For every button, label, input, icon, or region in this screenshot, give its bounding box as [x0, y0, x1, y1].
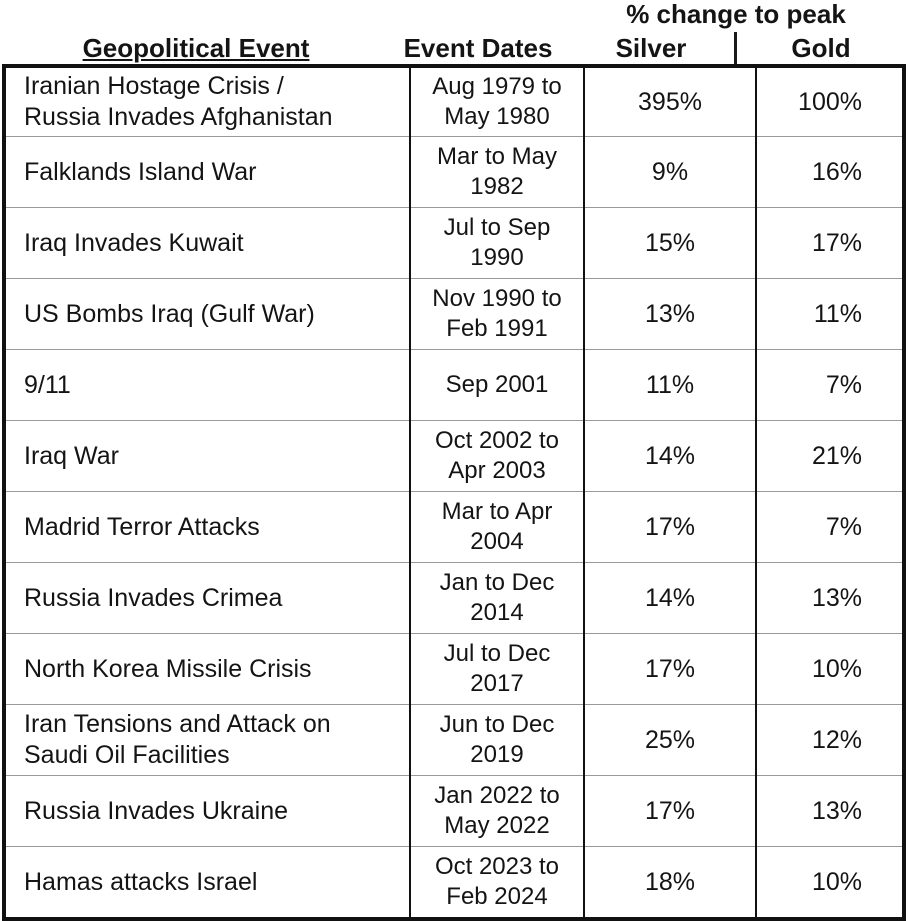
table-row [4, 847, 904, 920]
silver-change-cell: 25% [584, 705, 756, 776]
header-gold: Gold [791, 33, 851, 63]
dates-cell-line1: Jan to Dec [439, 569, 555, 596]
gold-change-cell: 21% [756, 421, 904, 492]
gold-change-cell: 16% [756, 137, 904, 208]
gold-change-cell: 10% [756, 634, 904, 705]
silver-change-cell: 17% [584, 634, 756, 705]
event-cell [4, 208, 410, 279]
dates-cell-line1: Jul to Dec [443, 640, 551, 667]
table-row [4, 563, 904, 634]
event-cell [4, 492, 410, 563]
event-cell [4, 705, 410, 776]
dates-cell-line1: Oct 2023 to [434, 853, 560, 880]
gold-change-cell: 13% [756, 776, 904, 847]
event-cell [4, 66, 410, 137]
event-cell-line1: Iranian Hostage Crisis / [24, 72, 284, 100]
dates-cell-line2: 1990 [470, 244, 524, 271]
gold-change-cell: 7% [756, 350, 904, 421]
table-header [0, 0, 908, 66]
silver-change-cell: 14% [584, 563, 756, 634]
event-cell-line1: Iraq Invades Kuwait [24, 228, 244, 257]
table-row [4, 279, 904, 350]
silver-change-cell: 15% [584, 208, 756, 279]
event-cell [4, 563, 410, 634]
event-cell-line1: Russia Invades Ukraine [24, 796, 289, 825]
event-cell-line1: Falklands Island War [24, 157, 257, 186]
table-row [4, 705, 904, 776]
dates-cell [410, 66, 584, 137]
event-cell [4, 137, 410, 208]
event-cell-line1: US Bombs Iraq (Gulf War) [24, 299, 315, 328]
table-row [4, 137, 904, 208]
event-cell-line1: North Korea Missile Crisis [24, 654, 312, 683]
header-silver: Silver [615, 33, 687, 63]
gold-change-cell: 100% [756, 66, 904, 137]
gold-change-cell: 7% [756, 492, 904, 563]
dates-cell [410, 492, 584, 563]
dates-cell-line2: 2014 [470, 599, 524, 626]
gold-change-cell: 11% [756, 279, 904, 350]
table-row [4, 776, 904, 847]
event-cell [4, 350, 410, 421]
event-cell-line1: Hamas attacks Israel [24, 867, 258, 896]
events-table-body [4, 66, 904, 919]
event-cell-line1: Iran Tensions and Attack on [24, 710, 331, 738]
dates-cell [410, 563, 584, 634]
dates-cell [410, 421, 584, 492]
dates-cell-line1: Sep 2001 [445, 371, 549, 398]
dates-cell [410, 137, 584, 208]
dates-cell-line2: 2017 [470, 670, 524, 697]
event-cell-line2: Saudi Oil Facilities [24, 741, 230, 769]
gold-change-cell: 10% [756, 847, 904, 920]
events-table [2, 64, 906, 921]
silver-change-cell: 14% [584, 421, 756, 492]
gold-change-cell: 13% [756, 563, 904, 634]
dates-cell-line1: Aug 1979 to [432, 73, 562, 100]
silver-change-cell: 17% [584, 492, 756, 563]
dates-cell-line2: May 1980 [444, 103, 550, 130]
silver-change-cell: 18% [584, 847, 756, 920]
table-row [4, 634, 904, 705]
dates-cell [410, 350, 584, 421]
event-cell [4, 847, 410, 920]
dates-cell-line2: Apr 2003 [448, 457, 546, 484]
table-row [4, 208, 904, 279]
table-row [4, 66, 904, 137]
event-cell-line1: Iraq War [24, 441, 119, 470]
silver-change-cell: 13% [584, 279, 756, 350]
silver-change-cell: 17% [584, 776, 756, 847]
table-row [4, 421, 904, 492]
dates-cell-line2: Feb 1991 [446, 315, 548, 342]
table-row [4, 492, 904, 563]
dates-cell-line1: Nov 1990 to [432, 285, 562, 312]
dates-cell [410, 279, 584, 350]
header-event-dates: Event Dates [403, 33, 553, 63]
dates-cell-line2: May 2022 [444, 812, 550, 839]
dates-cell [410, 208, 584, 279]
header-percent-change-to-peak: % change to peak [626, 0, 846, 29]
gold-change-cell: 12% [756, 705, 904, 776]
event-cell-line1: Madrid Terror Attacks [24, 512, 260, 541]
event-cell [4, 279, 410, 350]
dates-cell [410, 776, 584, 847]
dates-cell-line1: Mar to Apr [441, 498, 553, 525]
dates-cell-line2: 2004 [470, 528, 524, 555]
dates-cell-line2: 1982 [470, 173, 524, 200]
dates-cell [410, 634, 584, 705]
dates-cell-line2: Feb 2024 [446, 883, 548, 910]
table-row [4, 350, 904, 421]
dates-cell-line1: Jul to Sep [443, 214, 551, 241]
event-cell [4, 634, 410, 705]
silver-change-cell: 11% [584, 350, 756, 421]
silver-change-cell: 9% [584, 137, 756, 208]
dates-cell [410, 847, 584, 920]
dates-cell-line1: Jun to Dec [439, 711, 555, 738]
event-cell [4, 776, 410, 847]
dates-cell [410, 705, 584, 776]
silver-change-cell: 395% [584, 66, 756, 137]
event-cell-line2: Russia Invades Afghanistan [24, 103, 333, 131]
event-cell-line1: Russia Invades Crimea [24, 583, 283, 612]
header-geopolitical-event: Geopolitical Event [82, 33, 310, 63]
dates-cell-line1: Jan 2022 to [434, 782, 560, 809]
dates-cell-line1: Mar to May [436, 143, 558, 170]
gold-change-cell: 17% [756, 208, 904, 279]
event-cell-line1: 9/11 [24, 370, 71, 399]
dates-cell-line1: Oct 2002 to [434, 427, 560, 454]
dates-cell-line2: 2019 [470, 741, 524, 768]
event-cell [4, 421, 410, 492]
